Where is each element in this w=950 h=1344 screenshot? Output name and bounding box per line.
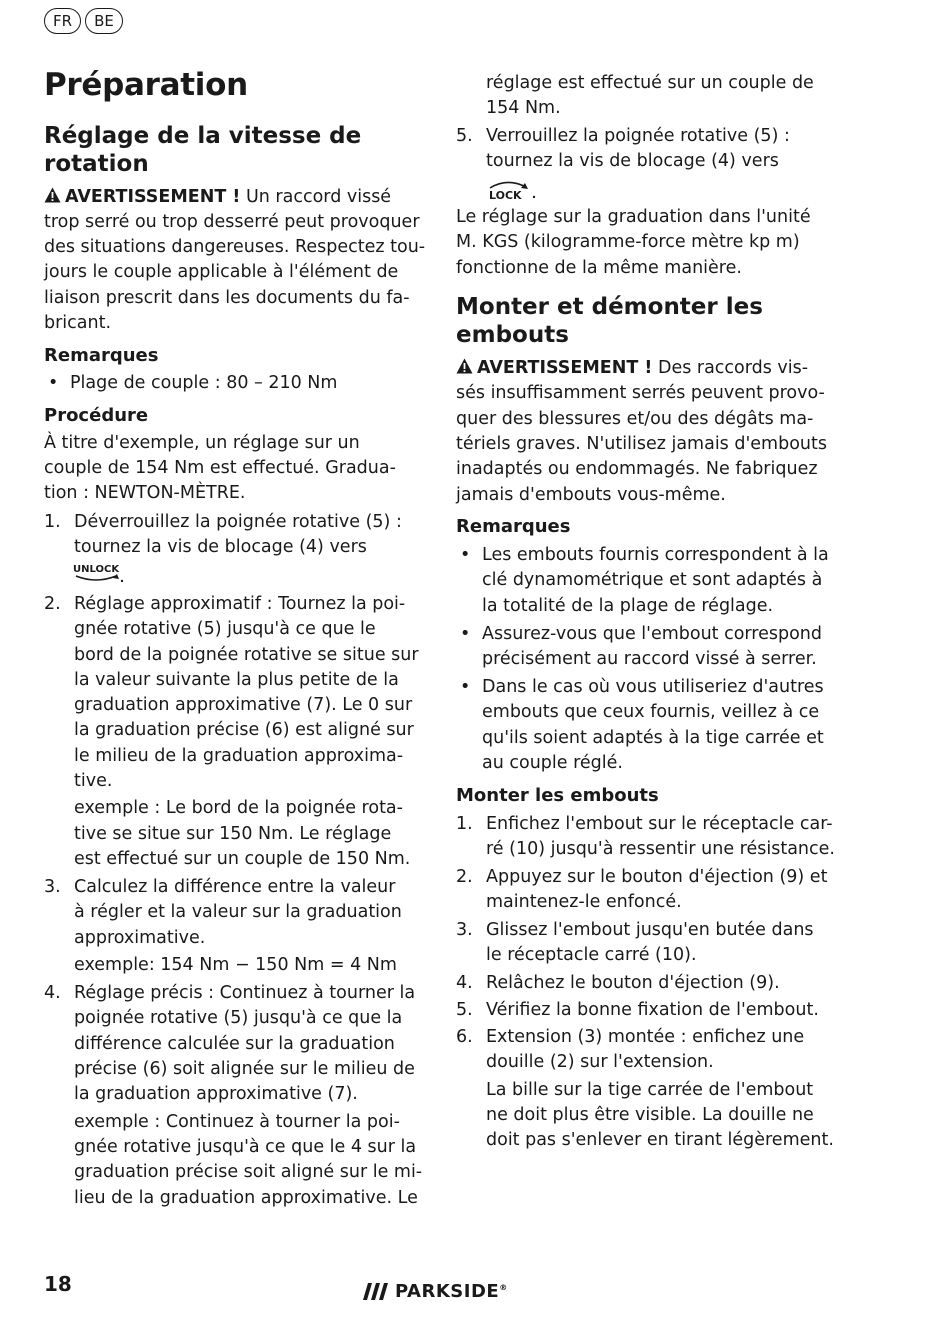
section-heading-line-1: Monter et démonter les [456,294,763,320]
step-text: Glissez l'embout jusqu'en butée dans [486,920,814,940]
section-heading-line-2: embouts [456,322,569,348]
note-text: Le réglage sur la graduation dans l'unité [456,207,811,227]
remark-item: clé dynamométrique et sont adaptés à [482,570,823,590]
step-text: à régler et la valeur sur la graduation [74,902,402,922]
note-text: fonctionne de la même manière. [456,258,742,278]
warning-label: AVERTISSEMENT ! [65,187,241,207]
step-text: exemple : Continuez à tourner la poi- [74,1112,400,1132]
procedure-intro: À titre d'exemple, un réglage sur un [44,433,360,453]
step-number: 3. [456,920,473,940]
step-text: Vérifiez la bonne fixation de l'embout. [486,1000,819,1020]
warning-text: quer des blessures et/ou des dégâts ma- [456,409,814,429]
mount-heading: Monter les embouts [456,785,659,806]
bullet: • [460,624,471,644]
remark-item: Dans le cas où vous utiliseriez d'autres [482,677,824,697]
remark-item: Assurez-vous que l'embout correspond [482,624,823,644]
remark-item: embouts que ceux fournis, veillez à ce [482,702,820,722]
step-number: 3. [44,877,61,897]
procedure-intro: couple de 154 Nm est effectué. Gradua- [44,458,396,478]
step-text: graduation précise soit aligné sur le mi- [74,1162,423,1182]
step-text: lieu de la graduation approximative. Le [74,1188,418,1208]
step-text: la graduation précise (6) est aligné sur [74,720,414,740]
unlock-icon [72,562,124,584]
step-text: maintenez-le enfoncé. [486,892,682,912]
warning-text: des situations dangereuses. Respectez tou- [44,237,426,257]
remark-item: qu'ils soient adaptés à la tige carrée et [482,728,824,748]
step-text: tournez la vis de blocage (4) vers [74,537,367,557]
step-text: Extension (3) montée : enfichez une [486,1027,805,1047]
step-text: graduation approximative (7). Le 0 sur [74,695,413,715]
svg-text:UNLOCK: UNLOCK [73,564,120,575]
step-text: ne doit plus être visible. La douille ne [486,1105,814,1125]
remark-item: Plage de couple : 80 – 210 Nm [70,373,338,393]
bullet: • [48,373,59,393]
language-badges [44,8,123,34]
remark-item: la totalité de la plage de réglage. [482,596,774,616]
step-number: 1. [456,814,473,834]
step-text: ré (10) jusqu'à ressentir une résistance. [486,839,835,859]
step-text: gnée rotative (5) jusqu'à ce que le [74,619,376,639]
warning-text: bricant. [44,313,112,333]
step-text: précise (6) soit alignée sur le milieu de [74,1059,415,1079]
step-text: Verrouillez la poignée rotative (5) : [486,126,790,146]
warning-text: jours le couple applicable à l'élément de [44,262,399,282]
step-number: 4. [44,983,61,1003]
warning-line [44,185,391,210]
step-text: le réceptacle carré (10). [486,945,697,965]
procedure-heading: Procédure [44,405,149,426]
step-text: bord de la poignée rotative se situe sur [74,645,419,665]
remark-item: précisément au raccord vissé à serrer. [482,649,817,669]
warning-text: sés insuffisamment serrés peuvent provo- [456,383,825,403]
step-number: 2. [44,594,61,614]
remark-item: au couple réglé. [482,753,623,773]
brand-name: PARKSIDE® [395,1281,508,1302]
warning-line [456,356,808,381]
warning-text: tériels graves. N'utilisez jamais d'embouts [456,434,827,454]
warning-text: Un raccord vissé [240,187,392,207]
language-badge-fr: FR [44,8,81,34]
step-text: approximative. [74,928,206,948]
language-badge-be: BE [85,8,123,34]
bullet: • [460,545,471,565]
step-text: douille (2) sur l'extension. [486,1052,714,1072]
warning-label: AVERTISSEMENT ! [477,358,653,378]
step-text: Réglage précis : Continuez à tourner la [74,983,416,1003]
note-text: M. KGS (kilogramme-force mètre kp m) [456,232,800,252]
step-text: doit pas s'enlever en tirant légèrement. [486,1130,834,1150]
step-text: la valeur suivante la plus petite de la [74,670,399,690]
step-text: la graduation approximative (7). [74,1084,358,1104]
page-title: Préparation [44,67,248,103]
step-number: 5. [456,1000,473,1020]
step-number: 1. [44,512,61,532]
step-number: 5. [456,126,473,146]
step-text: est effectué sur un couple de 150 Nm. [74,849,411,869]
step-text: gnée rotative jusqu'à ce que le 4 sur la [74,1137,417,1157]
warning-text: inadaptés ou endommagés. Ne fabriquez [456,459,818,479]
svg-text:LOCK: LOCK [489,189,522,202]
step-text: Réglage approximatif : Tournez la poi- [74,594,406,614]
step-text: différence calculée sur la graduation [74,1034,395,1054]
warning-text: Des raccords vis- [652,358,809,378]
warning-icon [456,358,473,374]
step-text: La bille sur la tige carrée de l'embout [486,1080,814,1100]
remarks-heading: Remarques [44,345,159,366]
step-number: 4. [456,973,473,993]
step-text: Appuyez sur le bouton d'éjection (9) et [486,867,828,887]
warning-text: trop serré ou trop desserré peut provoquer [44,212,420,232]
brand-slashes-icon [363,1283,389,1300]
remark-item: Les embouts fournis correspondent à la [482,545,829,565]
page-number: 18 [44,1272,72,1296]
step-text: réglage est effectué sur un couple de [486,73,814,93]
step-text: tive se situe sur 150 Nm. Le réglage [74,824,392,844]
bullet: • [460,677,471,697]
step-text: poignée rotative (5) jusqu'à ce que la [74,1008,403,1028]
section-heading-line-1: Réglage de la vitesse de [44,123,362,149]
step-text: exemple: 154 Nm − 150 Nm = 4 Nm [74,955,397,975]
warning-icon [44,187,61,203]
step-text: 154 Nm. [486,98,561,118]
remarks-heading: Remarques [456,516,571,537]
step-text: Relâchez le bouton d'éjection (9). [486,973,780,993]
step-text: Déverrouillez la poignée rotative (5) : [74,512,402,532]
lock-icon [484,178,538,202]
step-text: le milieu de la graduation approxima- [74,746,404,766]
step-text: exemple : Le bord de la poignée rota- [74,798,403,818]
warning-text: liaison prescrit dans les documents du fa- [44,288,410,308]
step-number: 6. [456,1027,473,1047]
warning-text: jamais d'embouts vous-même. [456,485,726,505]
step-text: Calculez la différence entre la valeur [74,877,396,897]
procedure-intro: tion : NEWTON-MÈTRE. [44,483,246,503]
step-text: Enfichez l'embout sur le réceptacle car- [486,814,833,834]
section-heading-line-2: rotation [44,151,149,177]
step-text: tive. [74,771,113,791]
step-number: 2. [456,867,473,887]
step-text: tournez la vis de blocage (4) vers [486,151,779,171]
brand-logo [363,1281,508,1302]
